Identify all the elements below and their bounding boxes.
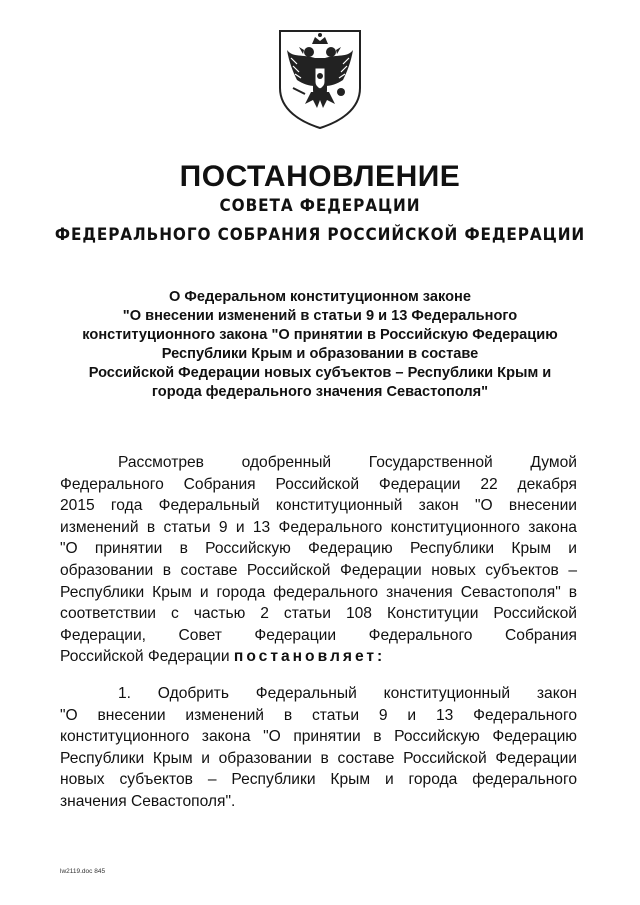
paragraph-line: 1. Одобрить Федеральный конституционный закон [118,685,577,702]
paragraph-line: конституционного закона "О принятии в Российскую Федерацию [60,728,577,746]
paragraph-last-line [60,646,577,668]
subject-line: конституционного закона "О принятии в Российскую Федерацию [82,327,558,343]
subject-line: города федерального значения Севастополя" [151,384,489,400]
document-title: ПОСТАНОВЛЕНИЕ [179,160,461,193]
subject-line: Республики Крым и образовании в составе [161,346,479,362]
preamble-paragraph [60,452,577,668]
document-file-code: lw2119.doc 845 [60,868,106,875]
paragraph-line: "О внесении изменений в статьи 9 и 13 Федерального [60,706,577,724]
paragraph-line: Республики Крым и города федерального значения Севастополя" в [60,583,577,601]
paragraph-line: Рассмотрев одобренный Государственной Думой [118,454,577,471]
paragraph-line: значения Севастополя". [60,792,236,810]
paragraph-line: соответствии с частью 2 статьи 108 Конституции Российской [60,605,577,623]
issuing-body-line-2: ФЕДЕРАЛЬНОГО СОБРАНИЯ РОССИЙСКОЙ ФЕДЕРАЦИИ [54,225,586,245]
paragraph-line: 2015 года Федеральный конституционный закон "О внесении [60,497,577,515]
paragraph-line: Федерации, Совет Федерации Федерального Собрания [60,626,577,644]
paragraph-line: Федерального Собрания Российской Федерации 22 декабря [60,475,577,493]
decree-subject [40,288,600,402]
resolution-item-1 [60,683,577,813]
subject-line: Российской Федерации новых субъектов – Республики Крым и [88,365,552,381]
paragraph-line: изменений в статьи 9 и 13 Федерального конституционного закона [60,518,577,536]
paragraph-line-prefix: Российской Федерации [60,648,234,666]
paragraph-line: образовании в составе Российской Федерации новых субъектов – [60,561,577,579]
decree-keyword: постановляет: [233,648,386,666]
issuing-body-line-1: СОВЕТА ФЕДЕРАЦИИ [219,196,421,216]
coat-of-arms-emblem-icon [277,28,363,130]
subject-line: О Федеральном конституционном законе [169,289,471,305]
paragraph-line: "О принятии в Российскую Федерацию Республики Крым и [60,540,577,558]
paragraph-line: новых субъектов – Республики Крым и города федерального [60,771,577,789]
paragraph-line: Республики Крым и образовании в составе Российской Федерации [60,749,577,767]
subject-line: "О внесении изменений в статьи 9 и 13 Федерального [122,308,518,324]
